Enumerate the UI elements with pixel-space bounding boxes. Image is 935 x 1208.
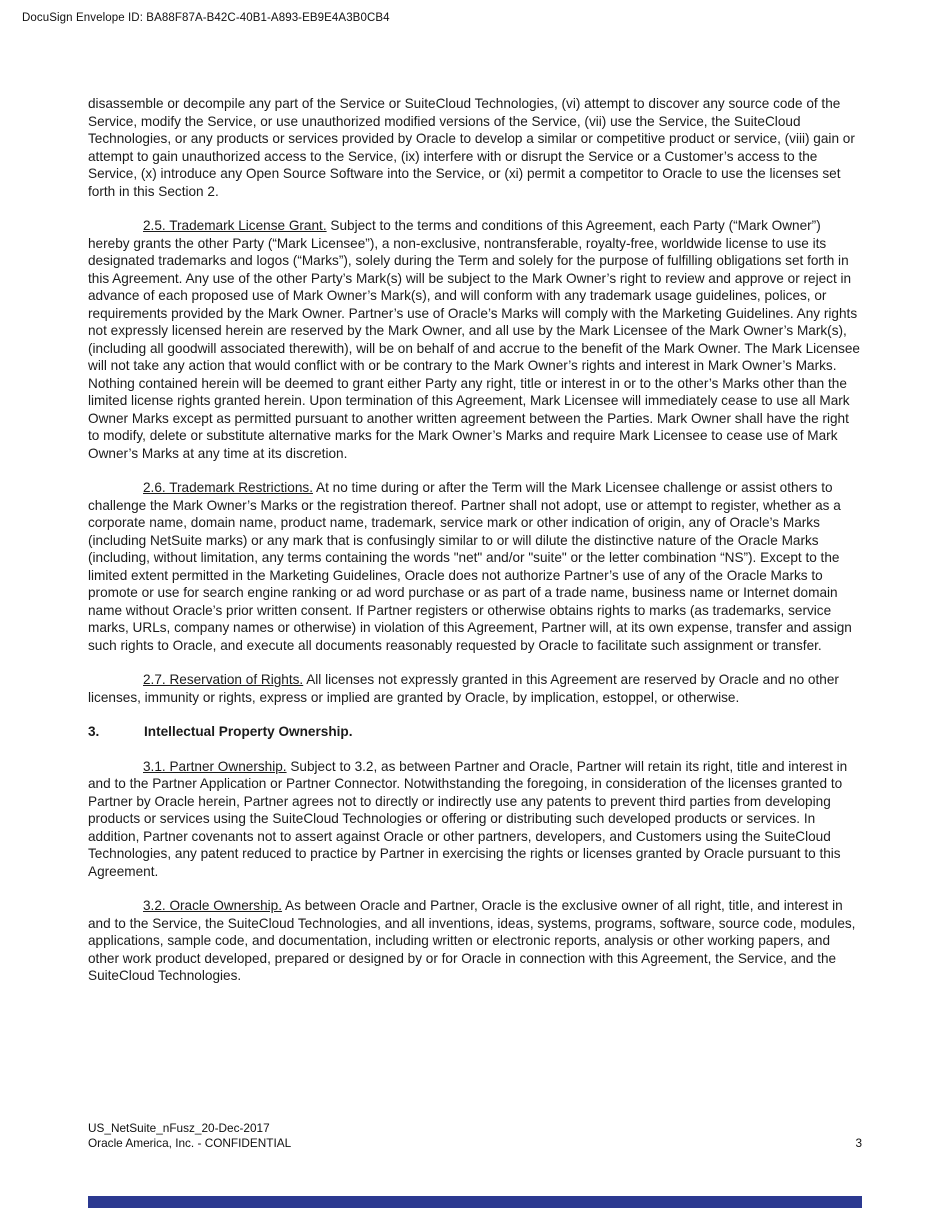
page-gap-bar (88, 1196, 862, 1208)
paragraph-section-3-2 (88, 897, 862, 985)
section-2-5-body: Subject to the terms and conditions of this Agreement, each Party (“Mark Owner”) hereby grants the other Party (“Mark Licensee”), a non-exclusive, nontransferable, royalty-free, worldwide license to use its designated trademarks and logos (“Marks”), solely during the Term and solely for the purpose of fulfilling obligations set forth in this Agreement. Any use of the other Party’s Mark(s) will be subject to the Mark Owner’s right to review and approve or reject in advance of each proposed use of Mark Owner’s Mark(s), and will conform with any trademark usage guidelines, polices, or requirements provided by the Mark Owner. Partner’s use of Oracle’s Marks will comply with the Marketing Guidelines. Any rights not expressly licensed herein are reserved by the Mark Owner, and all use by the Mark Licensee of the Mark Owner’s Mark(s), (including all goodwill associated therewith), will be on behalf of and accrue to the benefit of the Mark Owner. The Mark Licensee will not take any action that would conflict with or be contrary to the Mark Owner’s rights and interest in Mark Owner’s Marks. Nothing contained herein will be deemed to grant either Party any right, title or interest in or to the other’s Marks other than the limited license rights granted herein. Upon termination of this Agreement, Mark Licensee will immediately cease to use all Mark Owner Marks except as permitted pursuant to another written agreement between the Parties. Mark Owner shall have the right to modify, delete or substitute alternative marks for the Mark Owner’s Marks and require Mark Licensee to cease use of Mark Owner’s Marks at any time at its discretion. (88, 218, 860, 461)
section-3-2-heading: 3.2. Oracle Ownership. (143, 898, 283, 913)
paragraph-section-3-1 (88, 758, 862, 881)
footer-page-number: 3 (855, 1135, 862, 1150)
page-footer (88, 1121, 862, 1150)
paragraph-section-2-5 (88, 217, 862, 462)
section-2-6-heading: 2.6. Trademark Restrictions. (143, 480, 313, 495)
document-body (88, 95, 862, 1002)
docusign-envelope-id: DocuSign Envelope ID: BA88F87A-B42C-40B1-A893-EB9E4A3B0CB4 (22, 12, 390, 24)
section-3-heading-row (88, 723, 862, 741)
paragraph-section2-continuation: disassemble or decompile any part of the Service or SuiteCloud Technologies, (vi) attempt to discover any source code of the Service, modify the Service, or use unauthorized modified versions of the Service, (vii) use the Service, the SuiteCloud Technologies, or any products or services provided by Oracle to develop a similar or competitive product or service, (viii) gain or attempt to gain unauthorized access to the Service, (ix) interfere with or disrupt the Service or a Customer’s access to the Service, (x) introduce any Open Source Software into the Service, or (xi) permit a competitor to Oracle to use the licenses set forth in this Section 2. (88, 96, 855, 199)
section-2-6-body: At no time during or after the Term will the Mark Licensee challenge or assist others to challenge the Mark Owner’s Marks or the registration thereof. Partner shall not adopt, use or attempt to register, whether as a corporate name, domain name, product name, trademark, service mark or other indication of origin, any of Oracle’s Marks (including NetSuite marks) or any mark that is confusingly similar to or will dilute the distinctive nature of the Oracle Marks (including, without limitation, any terms containing the words "net" and/or "suite" or the letter combination “NS”). Except to the limited extent permitted in the Marketing Guidelines, Oracle does not authorize Partner’s use of any of the Oracle Marks to promote or use for search engine ranking or ad word purchase or as part of a trade name, business name or Internet domain name without Oracle’s prior written consent. If Partner registers or otherwise obtains rights to marks (as trademarks, service marks, URLs, company names or otherwise) in violation of this Agreement, Partner will, at its own expense, transfer and assign such rights to Oracle, and execute all documents reasonably requested by Oracle to facilitate such assignment or transfer. (88, 480, 852, 653)
section-2-5-heading: 2.5. Trademark License Grant. (143, 218, 327, 233)
footer-row (88, 1136, 862, 1151)
footer-doc-id: US_NetSuite_nFusz_20-Dec-2017 (88, 1121, 270, 1135)
section-3-2-body: As between Oracle and Partner, Oracle is the exclusive owner of all right, title, and interest in and to the Service, the SuiteCloud Technologies, and all inventions, ideas, systems, programs, software, source code, modules, applications, sample code, and documentation, including written or electronic reports, analysis or other working papers, and other work product developed, prepared or designed by or for Oracle in connection with this Agreement, the Service, and the SuiteCloud Technologies. (88, 898, 856, 983)
section-2-7-heading: 2.7. Reservation of Rights. (143, 672, 304, 687)
footer-company-confidential: Oracle America, Inc. - CONFIDENTIAL (88, 1135, 292, 1150)
section-3-number: 3. (88, 724, 100, 739)
section-3-1-heading: 3.1. Partner Ownership. (143, 758, 287, 774)
paragraph-section-2-7 (88, 671, 862, 706)
section-3-1-body: Subject to 3.2, as between Partner and Oracle, Partner will retain its right, title and interest in and to the Partner Application or Partner Connector. Notwithstanding the foregoing, in consideration of the licenses granted to Partner by Oracle herein, Partner agrees not to directly or indirectly use any patents to prevent third parties from developing products or services using the SuiteCloud Technologies or offering or distributing such developed products or services. In addition, Partner covenants not to assert against Oracle or other partners, developers, and Customers using the SuiteCloud Technologies, any patent reduced to practice by Partner in exercising the rights or licenses granted by Oracle pursuant to this Agreement. (88, 758, 848, 879)
section-3-title: Intellectual Property Ownership. (144, 724, 353, 739)
section-2-7-body: All licenses not expressly granted in this Agreement are reserved by Oracle and no other licenses, immunity or rights, express or implied are granted by Oracle, by implication, estoppel, or otherwise. (88, 672, 839, 705)
paragraph-section-2-6 (88, 479, 862, 654)
